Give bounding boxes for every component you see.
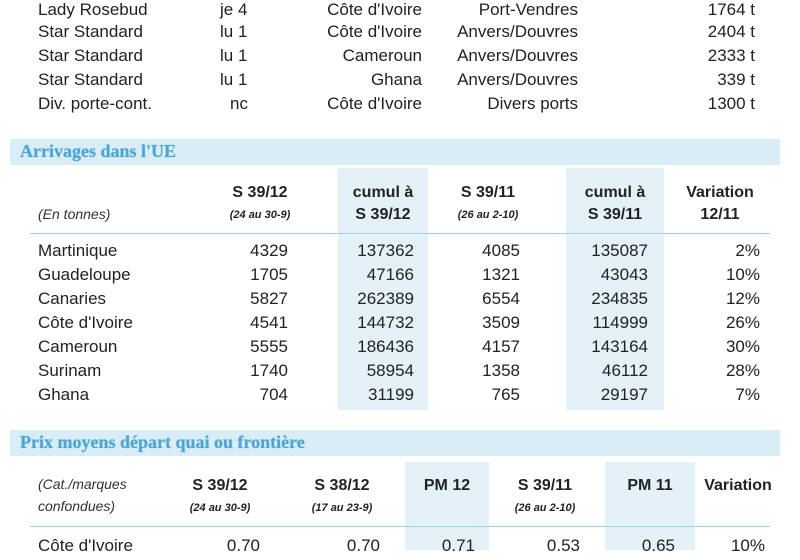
table-row <box>0 265 800 289</box>
row-origin: Guadeloupe <box>38 265 131 284</box>
ship-port: Anvers/Douvres <box>457 46 578 65</box>
table-row <box>0 361 800 385</box>
cell-s3912: 0.70 <box>226 536 260 555</box>
cell-cumul3912: 144732 <box>357 313 414 332</box>
cell-variation: 30% <box>725 337 760 356</box>
cell-s3912: 1740 <box>250 361 288 380</box>
cell-variation: 2% <box>735 241 760 260</box>
ship-origin: Cameroun <box>342 46 422 65</box>
shipment-row <box>0 94 800 118</box>
table-row <box>0 313 800 337</box>
row-origin: Cameroun <box>38 337 118 356</box>
cell-cumul3911: 29197 <box>600 385 648 404</box>
row-origin: Côte d'Ivoire <box>38 313 133 332</box>
shipment-row <box>0 70 800 94</box>
ship-port: Port-Vendres <box>478 0 578 19</box>
ship-day: je 4 <box>220 0 248 19</box>
cell-variation: 10% <box>725 265 760 284</box>
cell-cumul3912: 47166 <box>366 265 414 284</box>
cell-s3911: 4085 <box>482 241 520 260</box>
row-origin: Côte d'Ivoire <box>38 536 133 555</box>
shipment-row <box>0 22 800 46</box>
cell-cumul3911: 114999 <box>592 313 648 332</box>
unit-label: (En tonnes) <box>38 206 111 222</box>
col-header-s3911: S 39/11 <box>460 184 516 201</box>
cell-s3911: 6554 <box>482 289 520 308</box>
row-origin: Ghana <box>38 385 90 404</box>
table-row <box>0 289 800 313</box>
row-origin: Canaries <box>38 289 107 308</box>
header-divider <box>30 526 770 527</box>
col-subheader-s3812: (17 au 23-9) <box>311 502 373 514</box>
cell-cumul3912: 186436 <box>357 337 414 356</box>
ship-tonnage: 2333 t <box>707 46 755 65</box>
section-title: Prix moyens départ quai ou frontière <box>20 432 305 452</box>
cell-s3911: 765 <box>491 385 520 404</box>
col-header-pm12: PM 12 <box>423 477 471 494</box>
cell-variation: 26% <box>725 313 760 332</box>
cell-cumul3912: 31199 <box>367 385 414 404</box>
ship-origin: Côte d'Ivoire <box>327 94 422 113</box>
ship-day: lu 1 <box>220 46 248 65</box>
cell-s3911: 4157 <box>482 337 520 356</box>
ship-name: Star Standard <box>38 22 143 41</box>
ship-name: Star Standard <box>38 46 143 65</box>
ship-name: Star Standard <box>38 70 143 89</box>
table-row <box>0 385 800 409</box>
col-subheader-s3912: (24 au 30-9) <box>229 209 291 221</box>
unit-label-cont: confondues) <box>38 498 116 514</box>
row-origin: Martinique <box>38 241 118 260</box>
cell-variation: 7% <box>735 385 760 404</box>
cell-s3912: 4541 <box>250 313 288 332</box>
cell-s3912: 5827 <box>250 289 288 308</box>
header-divider <box>30 233 770 234</box>
section-header-arrivages <box>10 137 780 165</box>
cell-s3912: 5555 <box>250 337 288 356</box>
ship-tonnage: 1300 t <box>707 94 755 113</box>
ship-port: Anvers/Douvres <box>457 70 578 89</box>
unit-label: (Cat./marques <box>38 476 127 492</box>
col-header-cumul3912-week: S 39/12 <box>355 206 411 223</box>
cell-pm11: 0.65 <box>641 536 675 555</box>
col-header-variation-period: 12/11 <box>700 206 740 223</box>
cell-s3912: 704 <box>259 385 288 404</box>
section-title: Arrivages dans l'UE <box>20 141 177 161</box>
col-header-cumul3911: cumul à <box>584 184 646 201</box>
ship-port: Divers ports <box>487 94 578 113</box>
cell-s3812: 0.70 <box>346 536 380 555</box>
cell-cumul3911: 46112 <box>601 361 648 380</box>
cell-s3912: 4329 <box>250 241 288 260</box>
cell-s3912: 1705 <box>250 265 288 284</box>
ship-origin: Côte d'Ivoire <box>327 22 422 41</box>
cell-variation: 28% <box>725 361 760 380</box>
ship-tonnage: 2404 t <box>707 22 755 41</box>
cell-cumul3911: 143164 <box>591 337 648 356</box>
ship-origin: Ghana <box>370 70 422 89</box>
shipment-row <box>0 46 800 70</box>
shipment-row <box>0 0 800 24</box>
col-header-cumul3911-week: S 39/11 <box>587 206 643 223</box>
col-subheader-s3911: (26 au 2-10) <box>457 209 519 221</box>
col-header-cumul3912: cumul à <box>352 184 414 201</box>
cell-s3911: 1321 <box>482 265 520 284</box>
table-row <box>0 241 800 265</box>
table-row <box>0 337 800 361</box>
cell-cumul3912: 262389 <box>357 289 414 308</box>
ship-day: lu 1 <box>220 22 248 41</box>
cell-cumul3911: 135087 <box>591 241 648 260</box>
cell-variation: 10% <box>730 536 765 555</box>
cell-pm12: 0.71 <box>441 536 475 555</box>
col-header-variation: Variation <box>686 184 754 201</box>
cell-cumul3912: 58954 <box>366 361 414 380</box>
col-header-variation: Variation <box>704 477 772 494</box>
ship-origin: Côte d'Ivoire <box>327 0 422 19</box>
row-origin: Surinam <box>38 361 102 380</box>
col-header-pm11: PM 11 <box>627 477 673 494</box>
col-header-s3912: S 39/12 <box>192 477 248 494</box>
ship-name: Lady Rosebud <box>38 0 148 19</box>
ship-name: Div. porte-cont. <box>38 94 153 113</box>
table-row <box>0 536 800 560</box>
ship-day: nc <box>230 94 248 113</box>
cell-s3911: 1358 <box>482 361 520 380</box>
col-header-s3812: S 38/12 <box>314 477 370 494</box>
col-header-s3911: S 39/11 <box>517 477 573 494</box>
ship-tonnage: 339 t <box>717 70 755 89</box>
col-subheader-s3912: (24 au 30-9) <box>189 502 251 514</box>
cell-cumul3911: 43043 <box>600 265 648 284</box>
cell-cumul3912: 137362 <box>357 241 414 260</box>
col-subheader-s3911: (26 au 2-10) <box>514 502 576 514</box>
ship-port: Anvers/Douvres <box>457 22 578 41</box>
cell-cumul3911: 234835 <box>591 289 648 308</box>
cell-variation: 12% <box>725 289 760 308</box>
cell-s3911: 0.53 <box>546 536 580 555</box>
section-header-prix <box>10 428 780 456</box>
cell-s3911: 3509 <box>482 313 520 332</box>
ship-tonnage: 1764 t <box>707 0 755 19</box>
col-header-s3912: S 39/12 <box>232 184 288 201</box>
ship-day: lu 1 <box>220 70 248 89</box>
